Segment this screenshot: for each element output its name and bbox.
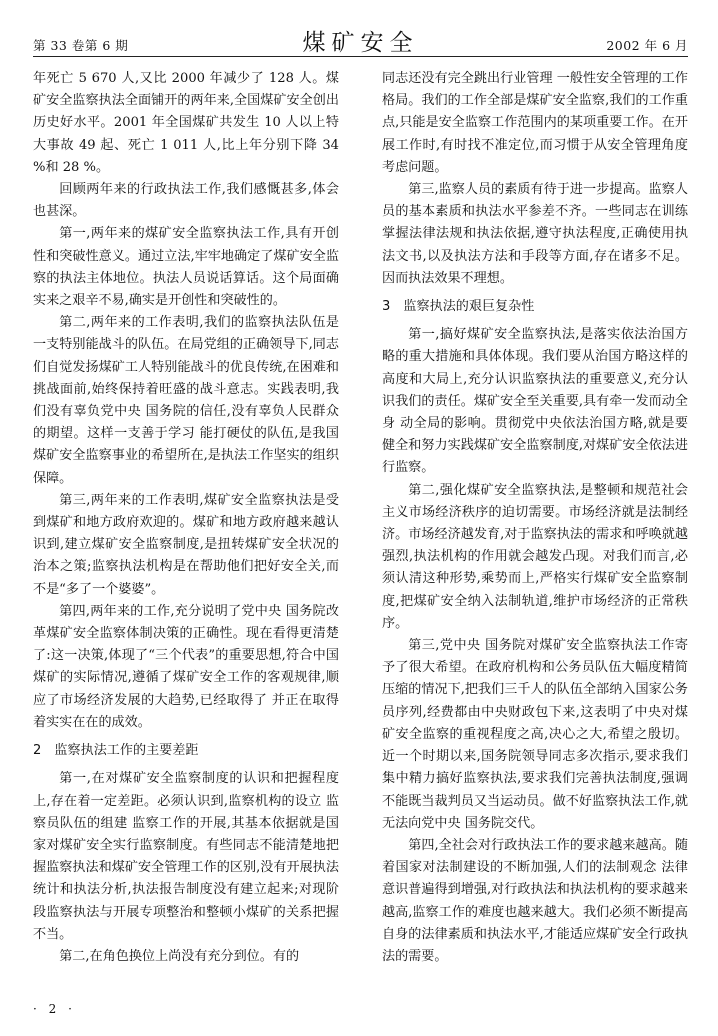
paragraph: 第二,在角色换位上尚没有充分到位。有的 (59, 948, 300, 964)
paragraph: 第二,强化煤矿安全监察执法,是整顿和规范社会主义市场经济秩序的迫切需要。市场经济就是法制经济。市场经济越发育,对于监察执法的需求和呼唤就越强烈,执法机构的作用就会越发凸现。对我们而言,必须认清这种形势,乘势而上,严格实行煤矿安全监察制度,把煤矿安全纳入法制轨道,维护市场经济的正常秩序。 (382, 482, 688, 631)
left-column (33, 68, 339, 968)
issue-date: 2002 年 6 月 (606, 38, 688, 53)
right-column (382, 68, 688, 968)
page-header (33, 22, 688, 57)
paragraph: 回顾两年来的行政执法工作,我们感慨甚多,体会也甚深。 (33, 182, 339, 220)
paragraph: 第一,两年来的煤矿安全监察执法工作,具有开创性和突破性意义。通过立法,牢牢地确定了煤矿安全监察的执法主体地位。执法人员说话算话。这个局面确实来之艰辛不易,确实是开创性和突破性的。 (33, 226, 339, 309)
paragraph: 第一,在对煤矿安全监察制度的认识和把握程度上,存在着一定差距。必须认识到,监察机构的设立 监察员队伍的组建 监察工作的开展,其基本依据就是国家对煤矿安全实行监察制度。有些同志不能清楚地把握监察执法和煤矿安全管理工作的区别,没有开展执法统计和执法分析,执法报告制度没有建立起来;对现阶段监察执法与开展专项整治和整顿小煤矿的关系把握不当。 (33, 771, 339, 942)
paragraph: 第三,监察人员的素质有待于进一步提高。监察人员的基本素质和执法水平参差不齐。一些同志在训练掌握法律法规和执法依据,遵守执法程度,正确使用执法文书,以及执法方法和手段等方面,存在诸多不足。因而执法效果不理想。 (382, 182, 688, 286)
journal-title: 煤矿安全 (302, 30, 419, 56)
paragraph: 第一,搞好煤矿安全监察执法,是落实依法治国方略的重大措施和具体体现。我们要从治国方略这样的高度和大局上,充分认识监察执法的重要意义,充分认识我们的责任。煤矿安全至关重要,具有牵一发而动全身 动全局的影响。贯彻党中央依法治国方略,就是要健全和努力实践煤矿安全监察制度,对煤矿安全依法进行监察。 (382, 327, 688, 476)
paragraph: 同志还没有完全跳出行业管理 一般性安全管理的工作格局。我们的工作全部是煤矿安全监察,我们的工作重点,只能是安全监察工作范围内的某项重要工作。在开展工作时,有时找不准定位,而习惯于从安全管理角度考虑问题。 (382, 71, 688, 175)
section-heading: 2 监察执法工作的主要差距 (33, 743, 199, 759)
volume-issue: 第 33 卷第 6 期 (33, 38, 129, 53)
paragraph: 第四,两年来的工作,充分说明了党中央 国务院改革煤矿安全监察体制决策的正确性。现在看得更清楚了:这一决策,体现了“三个代表”的重要思想,符合中国煤矿的实际情况,遵循了煤矿安全工作的客观规律,顺应了市场经济发展的大趋势,已经取得了 并正在取得着实实在在的成效。 (33, 603, 339, 730)
paragraph: 第二,两年来的工作表明,我们的监察执法队伍是一支特别能战斗的队伍。在局党组的正确领导下,同志们自觉发扬煤矿工人特别能战斗的优良传统,在困难和挑战面前,始终保持着旺盛的战斗意志。实践表明,我们没有辜负党中央 国务院的信任,没有辜负人民群众的期望。这样一支善于学习 能打硬仗的队伍,是我国煤矿安全监察事业的希望所在,是执法工作坚实的组织保障。 (33, 315, 339, 486)
paragraph: 年死亡 5 670 人,又比 2000 年减少了 128 人。煤矿安全监察执法全面铺开的两年来,全国煤矿安全创出历史好水平。2001 年全国煤矿共发生 10 人以上特大事故 49 起、死亡 1 011 人,比上年分别下降 34 %和 28 %。 (33, 71, 339, 175)
section-heading: 3 监察执法的艰巨复杂性 (382, 299, 535, 315)
paragraph: 第三,两年来的工作表明,煤矿安全监察执法是受到煤矿和地方政府欢迎的。煤矿和地方政府越来越认识到,建立煤矿安全监察制度,是扭转煤矿安全状况的治本之策;监察执法机构是在帮助他们把好安全关,而不是“多了一个婆婆”。 (33, 492, 339, 597)
paragraph: 第四,全社会对行政执法工作的要求越来越高。随着国家对法制建设的不断加强,人们的法制观念 法律意识普遍得到增强,对行政执法和执法机构的要求越来越高,监察工作的难度也越来越大。我们必须不断提高自身的法律素质和执法水平,才能适应煤矿安全行政执法的需要。 (382, 837, 688, 964)
page-number: · 2 · (33, 1002, 76, 1016)
paragraph: 第三,党中央 国务院对煤矿安全监察执法工作寄予了很大希望。在政府机构和公务员队伍大幅度精简压缩的情况下,把我们三千人的队伍全部纳入国家公务员序列,经费都由中央财政包下来,这表明了中央对煤矿安全监察的重视程度之高,决心之大,希望之殷切。近一个时期以来,国务院领导同志多次指示,要求我们集中精力搞好监察执法,要求我们完善执法制度,强调不能既当裁判员又当运动员。做不好监察执法工作,就无法向党中央 国务院交代。 (382, 638, 688, 831)
